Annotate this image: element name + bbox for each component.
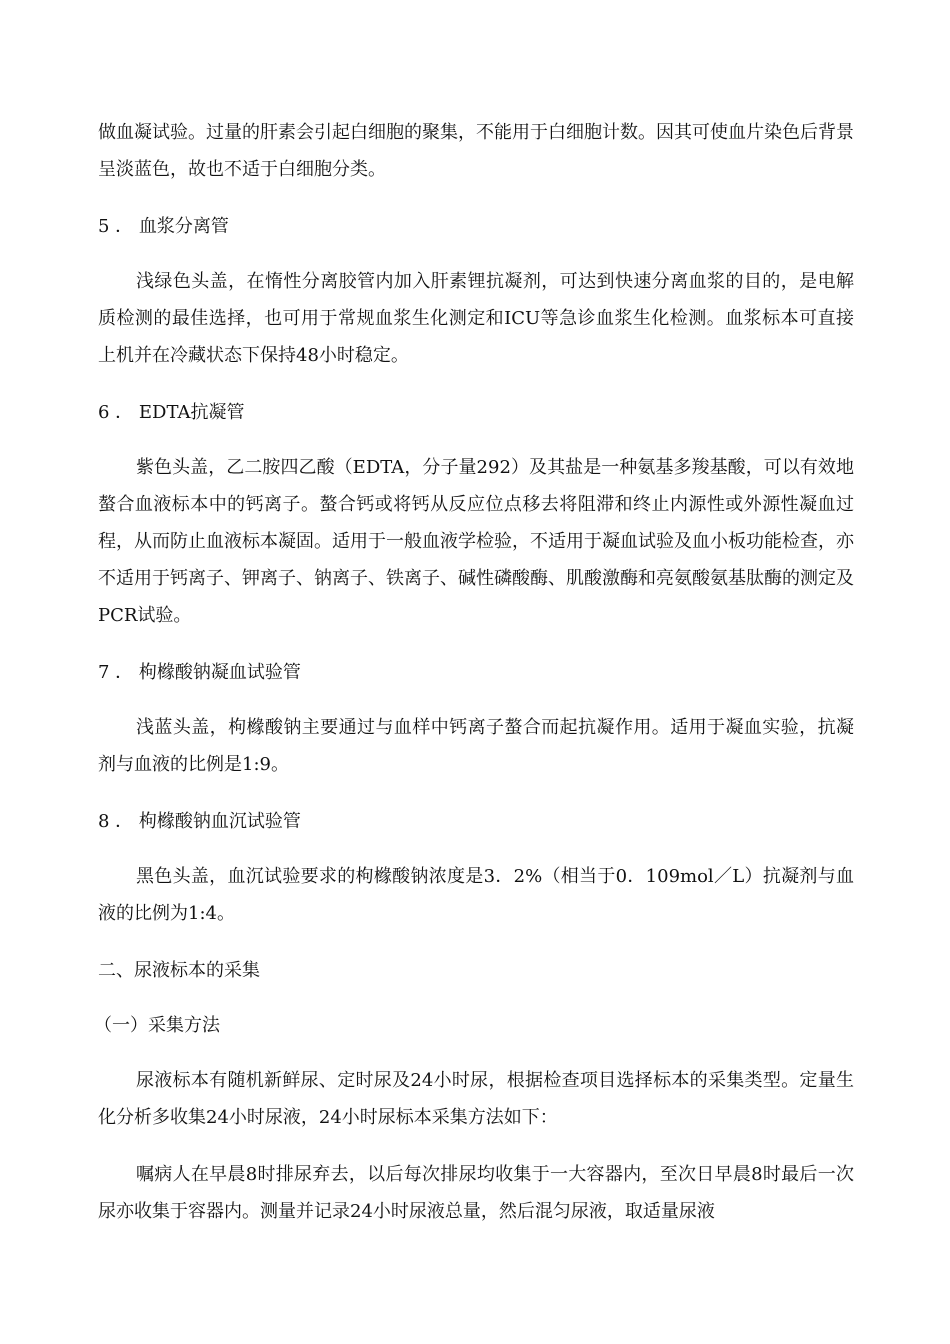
heading-collection-method: （一）采集方法 [94, 1015, 220, 1036]
paragraph-citrate-coagulation-tube: 浅蓝头盖，枸橼酸钠主要通过与血样中钙离子螯合而起抗凝作用。适用于凝血实验，抗凝剂与血液的比例是1:9。 [98, 717, 854, 775]
paragraph-edta-tube: 紫色头盖，乙二胺四乙酸（EDTA，分子量292）及其盐是一种氨基多羧基酸，可以有效地螯合血液标本中的钙离子。螯合钙或将钙从反应位点移去将阻滞和终止内源性或外源性凝血过程，从而防止血液标本凝固。适用于一般血液学检验，不适用于凝血试验及血小板功能检查，亦不适用于钙离子、钾离子、钠离子、铁离子、碱性磷酸酶、肌酸激酶和亮氨酸氨基肽酶的测定及PCR试验。 [98, 457, 854, 626]
heading-5-plasma-separation-tube: 5 ． 血浆分离管 [98, 216, 229, 237]
paragraph-plasma-separation-tube: 浅绿色头盖，在惰性分离胶管内加入肝素锂抗凝剂，可达到快速分离血浆的目的，是电解质检测的最佳选择，也可用于常规血浆生化测定和ICU等急诊血浆生化检测。血浆标本可直接上机并在冷藏状态下保持48小时稳定。 [98, 271, 854, 366]
heading-section-2-urine-collection: 二、尿液标本的采集 [98, 960, 260, 981]
heading-8-citrate-esr-tube: 8 ． 枸橼酸钠血沉试验管 [98, 811, 301, 832]
heading-6-edta-tube: 6 ． EDTA抗凝管 [98, 402, 245, 423]
paragraph-24h-urine-procedure: 嘱病人在早晨8时排尿弃去，以后每次排尿均收集于一大容器内，至次日早晨8时最后一次尿亦收集于容器内。测量并记录24小时尿液总量，然后混匀尿液，取适量尿液 [98, 1164, 854, 1222]
paragraph-heparin-continuation: 做血凝试验。过量的肝素会引起白细胞的聚集，不能用于白细胞计数。因其可使血片染色后背景呈淡蓝色，故也不适于白细胞分类。 [98, 122, 854, 180]
document-body [94, 114, 854, 1250]
paragraph-urine-types: 尿液标本有随机新鲜尿、定时尿及24小时尿，根据检查项目选择标本的采集类型。定量生化分析多收集24小时尿液，24小时尿标本采集方法如下： [98, 1070, 854, 1128]
heading-7-citrate-coagulation-tube: 7 ． 枸橼酸钠凝血试验管 [98, 662, 301, 683]
paragraph-citrate-esr-tube: 黑色头盖，血沉试验要求的枸橼酸钠浓度是3．2%（相当于0．109mol／L）抗凝剂与血液的比例为1:4。 [98, 866, 854, 924]
